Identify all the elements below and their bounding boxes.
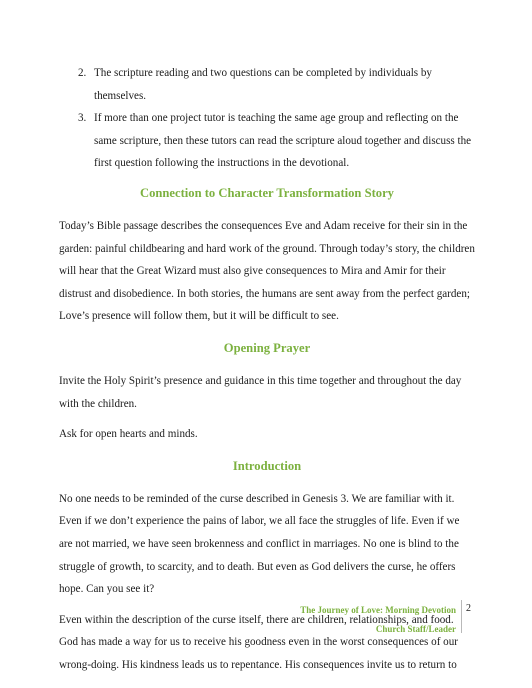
footer-subtitle: Church Staff/Leader [375,624,456,634]
introduction-paragraph: No one needs to be reminded of the curse described in Genesis 3. We are familiar with it. Even if we don’t experience the pains of labor, we all face the struggles of life. Even if we are not married, we have seen brokenness and conflict in marriages. No one is blind to the struggle of growth, to scarcity, and to death. But even as God delivers the curse, he offers hope. Can you see it? [59,492,460,596]
section-heading-opening-prayer: Opening Prayer [223,340,311,355]
prayer-paragraph: Ask for open hearts and minds. [59,428,198,441]
list-item-text: The scripture reading and two questions can be completed by individuals by themselves. [94,67,432,102]
list-item-number: 3. [78,112,87,125]
instruction-list [59,62,475,175]
page-number: 2 [466,603,471,614]
list-item [59,107,475,175]
introduction-paragraph: Even within the description of the curse itself, there are children, relationships, and food. God has made a way for us to receive his goodness even in the worst consequences of our wrong-doing. His kindness leads us to repentance. His consequences invite us to return to [59,613,458,671]
list-item-number: 2. [78,67,87,79]
list-item [59,62,475,107]
prayer-paragraph: Invite the Holy Spirit’s presence and guidance in this time together and throughout the day with the children. [59,374,462,410]
page-content [59,62,475,676]
connection-paragraph: Today’s Bible passage describes the consequences Eve and Adam receive for their sin in the garden: painful childbearing and hard work of the ground. Through today’s story, the children will hear that the Great Wizard must also give consequences to Mira and Amir for their distrust and disobedience. In both stories, the humans are sent away from the perfect garden; Love’s presence will follow them, but it will be difficult to see. [59,219,475,323]
section-heading-introduction: Introduction [232,458,302,473]
section-heading-connection: Connection to Character Transformation Story [140,185,394,200]
footer-title: The Journey of Love: Morning Devotion [300,605,456,615]
list-item-text: If more than one project tutor is teaching the same age group and reflecting on the same scripture, then these tutors can read the scripture aloud together and discuss the first question following the instructions in the devotional. [94,112,472,170]
page-footer [300,601,456,639]
footer-divider [461,600,462,633]
